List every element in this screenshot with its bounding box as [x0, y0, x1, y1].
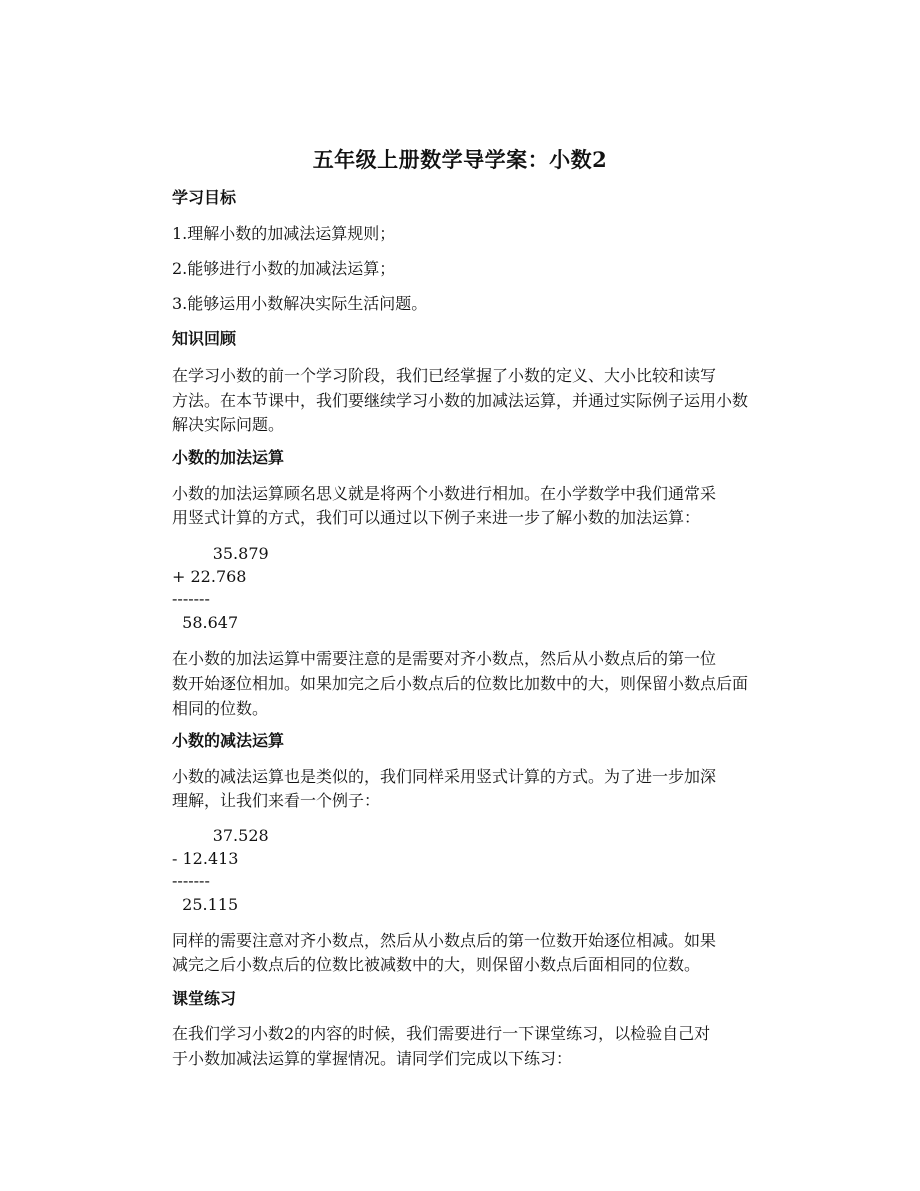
- practice-heading: 课堂练习: [172, 989, 237, 1008]
- addition-note-line-1: 在小数的加法运算中需要注意的是需要对齐小数点，然后从小数点后的第一位: [172, 649, 717, 668]
- review-heading: 知识回顾: [172, 329, 237, 348]
- objective-item-3: 3.能够运用小数解决实际生活问题。: [172, 294, 428, 313]
- subtraction-heading: 小数的减法运算: [172, 731, 285, 750]
- subtraction-intro-line-2: 理解，让我们来看一个例子：: [172, 791, 381, 810]
- addition-calc-line-4: 58.647: [172, 613, 239, 632]
- practice-line-1: 在我们学习小数2的内容的时候，我们需要进行一下课堂练习，以检验自己对: [172, 1024, 711, 1043]
- subtraction-note-line-1: 同样的需要注意对齐小数点，然后从小数点后的第一位数开始逐位相减。如果: [172, 931, 717, 950]
- document-title: 五年级上册数学导学案：小数2: [312, 147, 608, 172]
- subtraction-note-line-2: 减完之后小数点后的位数比被减数中的大，则保留小数点后面相同的位数。: [172, 955, 701, 974]
- subtraction-intro-line-1: 小数的减法运算也是类似的，我们同样采用竖式计算的方式。为了进一步加深: [172, 767, 717, 786]
- addition-note-line-2: 数开始逐位相加。如果加完之后小数点后的位数比加数中的大，则保留小数点后面: [172, 674, 749, 693]
- review-line-1: 在学习小数的前一个学习阶段，我们已经掌握了小数的定义、大小比较和读写: [172, 366, 717, 385]
- review-line-2: 方法。在本节课中，我们要继续学习小数的加减法运算，并通过实际例子运用小数: [172, 391, 749, 410]
- addition-calc-line-1: 35.879: [172, 544, 269, 563]
- addition-calc-line-2: + 22.768: [172, 567, 247, 586]
- subtraction-calc-line-2: - 12.413: [172, 849, 239, 868]
- addition-calc-line-3: -------: [172, 589, 210, 608]
- objective-item-2: 2.能够进行小数的加减法运算；: [172, 259, 396, 278]
- subtraction-calc-line-1: 37.528: [172, 826, 269, 845]
- addition-note-line-3: 相同的位数。: [172, 699, 269, 718]
- subtraction-calc-line-3: -------: [172, 871, 210, 890]
- objectives-heading: 学习目标: [172, 188, 237, 207]
- objective-item-1: 1.理解小数的加减法运算规则；: [172, 224, 396, 243]
- addition-intro-line-2: 用竖式计算的方式，我们可以通过以下例子来进一步了解小数的加法运算：: [172, 508, 701, 527]
- addition-intro-line-1: 小数的加法运算顾名思义就是将两个小数进行相加。在小学数学中我们通常采: [172, 484, 717, 503]
- review-line-3: 解决实际问题。: [172, 415, 285, 434]
- addition-heading: 小数的加法运算: [172, 448, 285, 467]
- subtraction-calc-line-4: 25.115: [172, 895, 239, 914]
- practice-line-2: 于小数加减法运算的掌握情况。请同学们完成以下练习：: [172, 1049, 573, 1068]
